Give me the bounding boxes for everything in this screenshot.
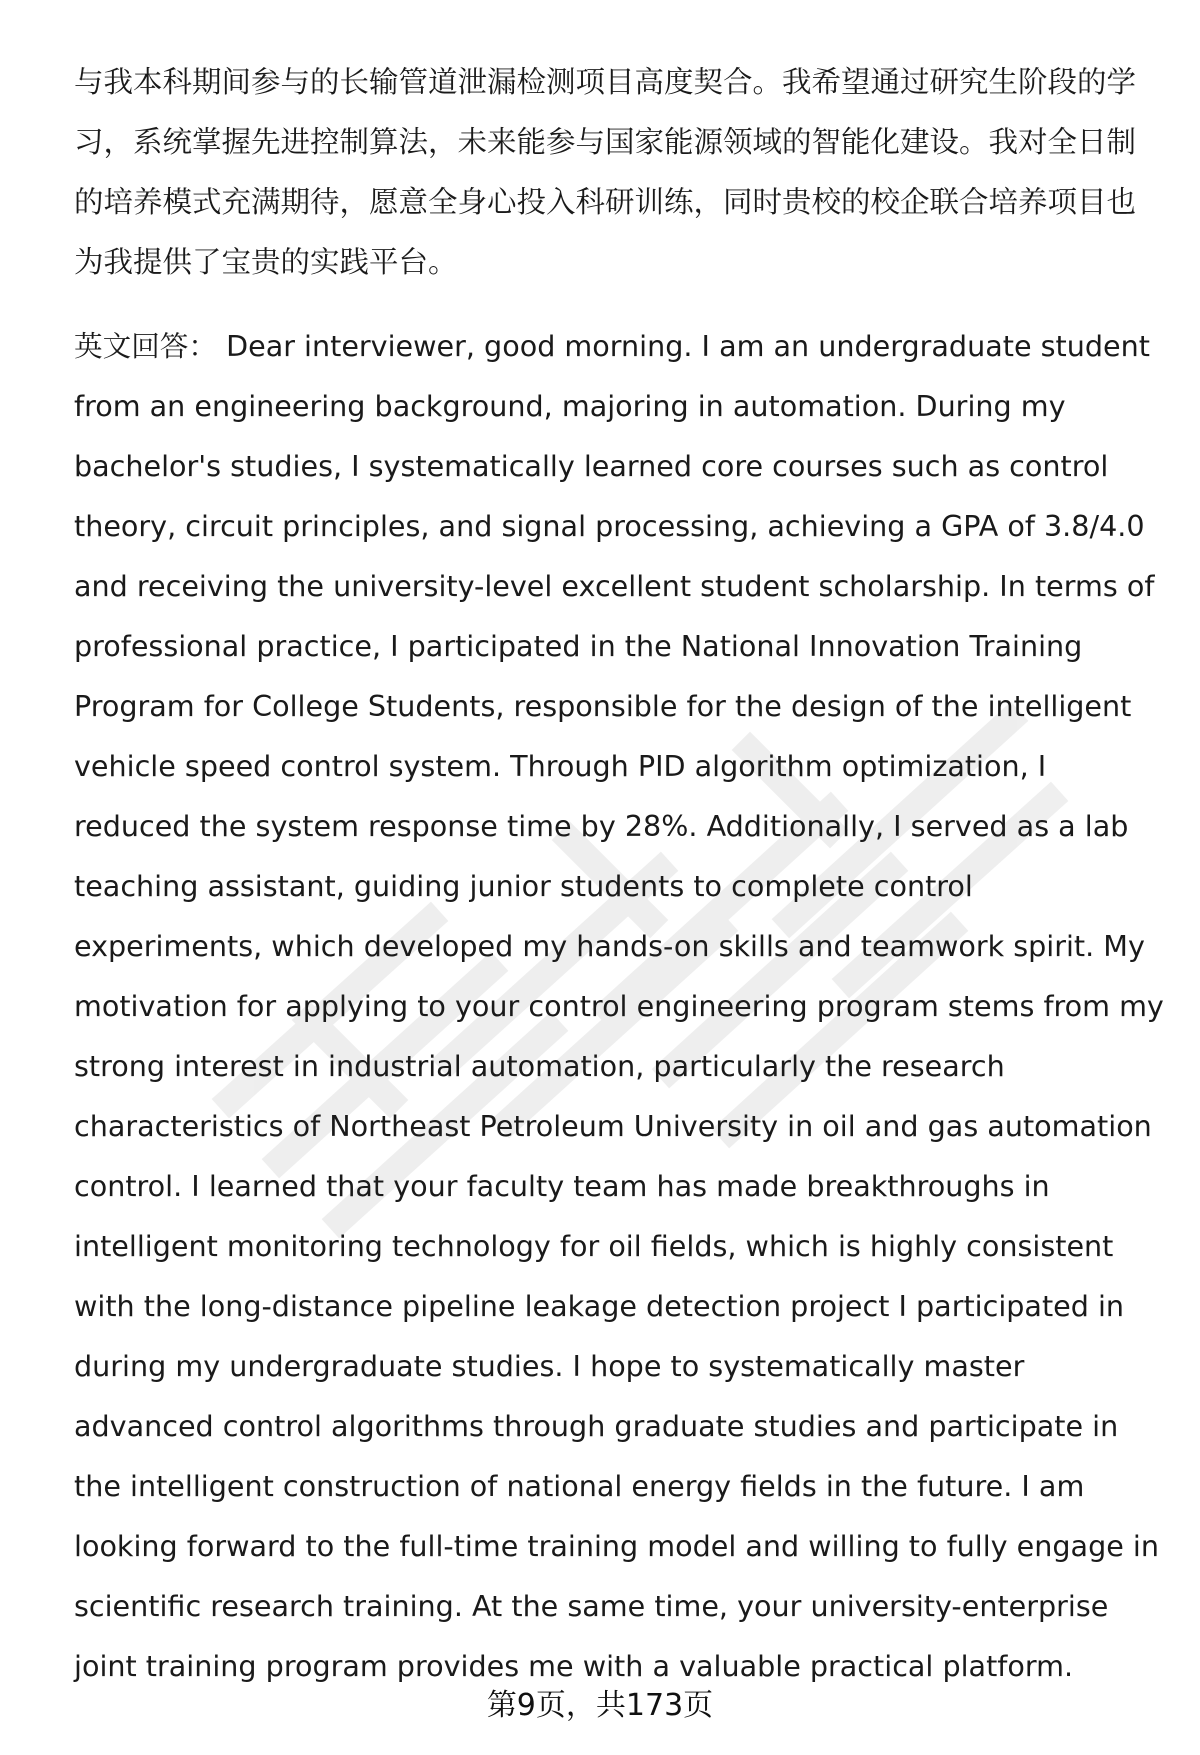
document-body	[74, 52, 1164, 1696]
paragraph-chinese-answer-tail: 与我本科期间参与的长输管道泄漏检测项目高度契合。我希望通过研究生阶段的学习，系统掌握先进控制算法，未来能参与国家能源领域的智能化建设。我对全日制的培养模式充满期待，愿意全身心投入科研训练，同时贵校的校企联合培养项目也为我提供了宝贵的实践平台。	[74, 65, 1137, 279]
english-answer-text: Dear interviewer, good morning. I am an undergraduate student from an engineering background, majoring in automation. During my bachelor's studies, I systematically learned core courses such as control theory, circuit principles, and signal processing, achieving a GPA of 3.8/4.0 and receiving the university-level excellent student scholarship. In terms of professional practice, I participated in the National Innovation Training Program for College Students, responsible for the design of the intelligent vehicle speed control system. Through PID algorithm optimization, I reduced the system response time by 28%. Additionally, I served as a lab teaching assistant, guiding junior students to complete control experiments, which developed my hands-on skills and teamwork spirit. My motivation for applying to your control engineering program stems from my strong interest in industrial automation, particularly the research characteristics of Northeast Petroleum University in oil and gas automation control. I learned that your faculty team has made breakthroughs in intelligent monitoring technology for oil fields, which is highly consistent with the long-distance pipeline leakage detection project I participated in during my undergraduate studies. I hope to systematically master advanced control algorithms through graduate studies and participate in the intelligent construction of national energy fields in the future. I am looking forward to the full-time training model and willing to fully engage in scientific research training. At the same time, your university-enterprise joint training program provides me with a valuable practical platform.	[74, 329, 1164, 1683]
english-answer-label: 英文回答：	[74, 329, 217, 363]
page-number-footer: 第9页，共173页	[486, 1688, 714, 1723]
paragraph-english-answer	[74, 316, 1164, 1696]
